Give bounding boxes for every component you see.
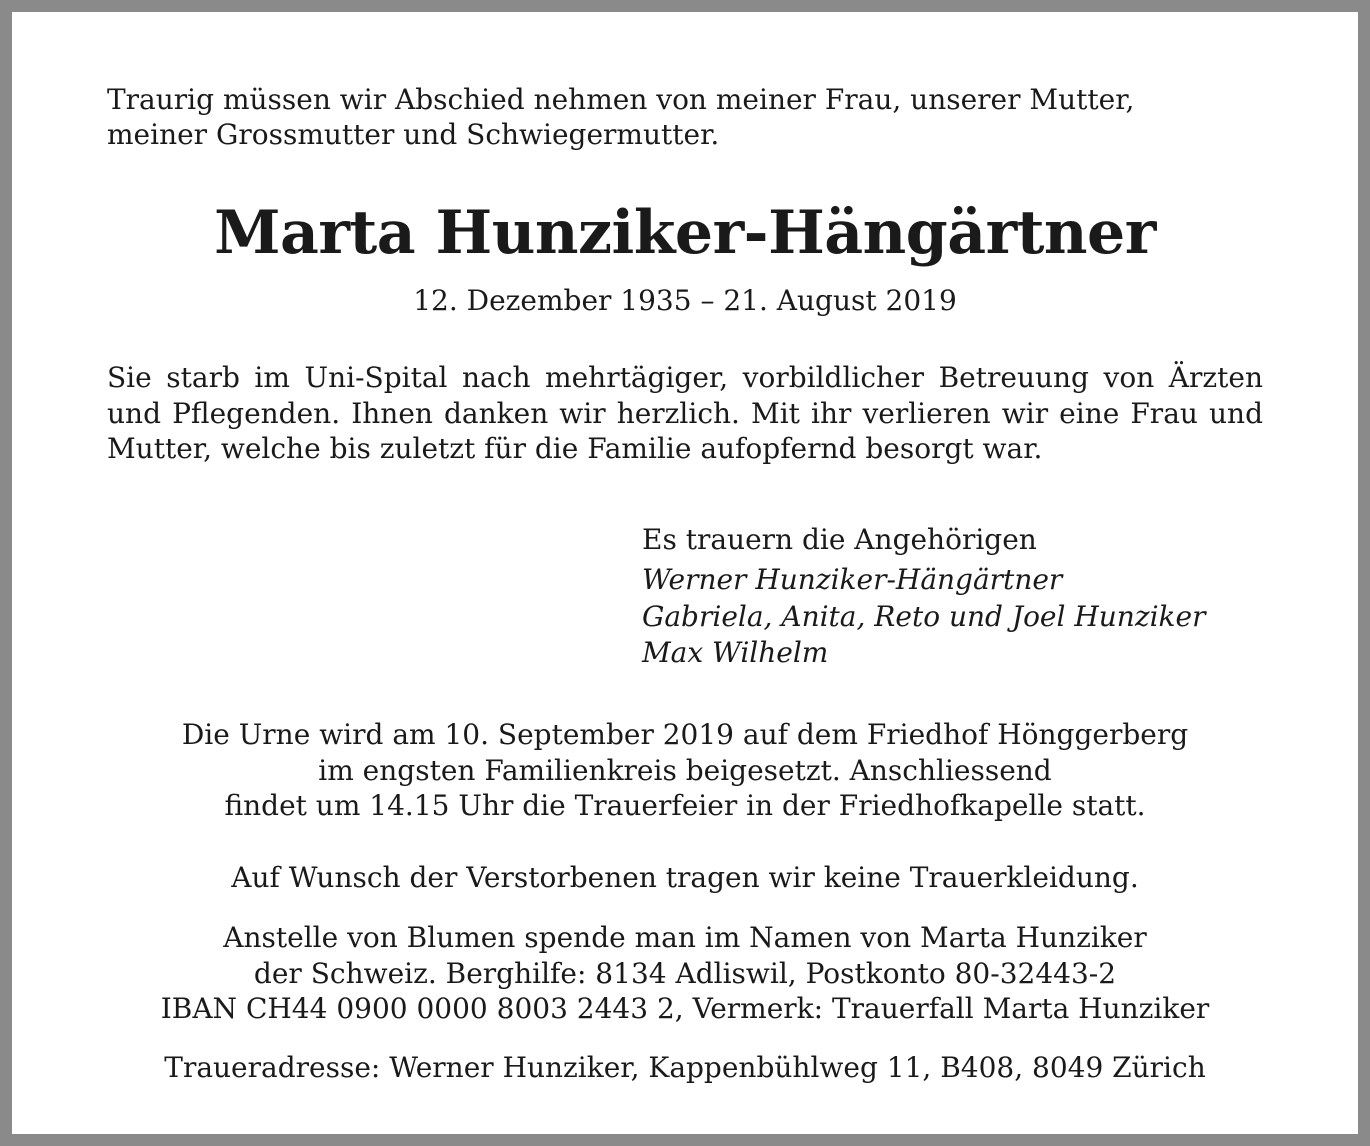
donation-line-2: der Schweiz. Berghilfe: 8134 Adliswil, Postkonto 80-32443-2 bbox=[253, 956, 1117, 990]
mourners-block bbox=[642, 520, 1282, 672]
mourners-lead: Es trauern die Angehörigen bbox=[642, 523, 1037, 556]
funeral-info bbox=[52, 717, 1318, 824]
obituary-notice bbox=[12, 12, 1358, 1134]
mourner-name: Werner Hunziker-Hängärtner bbox=[642, 563, 1063, 596]
intro-line-1: Traurig müssen wir Abschied nehmen von meiner Frau, unserer Mutter, bbox=[107, 83, 1135, 116]
wish-info bbox=[52, 860, 1318, 896]
funeral-line-1: Die Urne wird am 10. September 2019 auf dem Friedhof Hönggerberg bbox=[181, 718, 1189, 751]
life-dates: 12. Dezember 1935 – 21. August 2019 bbox=[413, 284, 957, 317]
mourning-address bbox=[52, 1050, 1318, 1086]
intro-line-2: meiner Grossmutter und Schwiegermutter. bbox=[107, 118, 720, 151]
address-line: Traueradresse: Werner Hunziker, Kappenbühlweg 11, B408, 8049 Zürich bbox=[164, 1051, 1206, 1084]
funeral-line-3: findet um 14.15 Uhr die Trauerfeier in der Friedhofkapelle statt. bbox=[224, 789, 1146, 822]
mourners-list bbox=[642, 562, 1282, 672]
donation-line-1: Anstelle von Blumen spende man im Namen von Marta Hunziker bbox=[223, 921, 1147, 954]
intro-text bbox=[107, 82, 1267, 152]
mourner-name: Max Wilhelm bbox=[642, 636, 829, 669]
body-paragraph: Sie starb im Uni-Spital nach mehrtägiger, vorbildlicher Betreuung von Ärzten und Pflegenden. Ihnen danken wir herzlich. Mit ihr verlieren wir eine Frau und Mutter, welche bis zuletzt für die Familie aufopfernd besorgt war. bbox=[107, 361, 1263, 465]
donation-line-3: IBAN CH44 0900 0000 8003 2443 2, Vermerk: Trauerfall Marta Hunziker bbox=[160, 992, 1210, 1025]
deceased-name: Marta Hunziker-Hängärtner bbox=[214, 198, 1156, 268]
donation-info bbox=[52, 920, 1318, 1027]
wish-line: Auf Wunsch der Verstorbenen tragen wir keine Trauerkleidung. bbox=[231, 861, 1139, 894]
mourner-name: Gabriela, Anita, Reto und Joel Hunziker bbox=[642, 599, 1206, 633]
funeral-line-2: im engsten Familienkreis beigesetzt. Anschliessend bbox=[318, 753, 1052, 787]
